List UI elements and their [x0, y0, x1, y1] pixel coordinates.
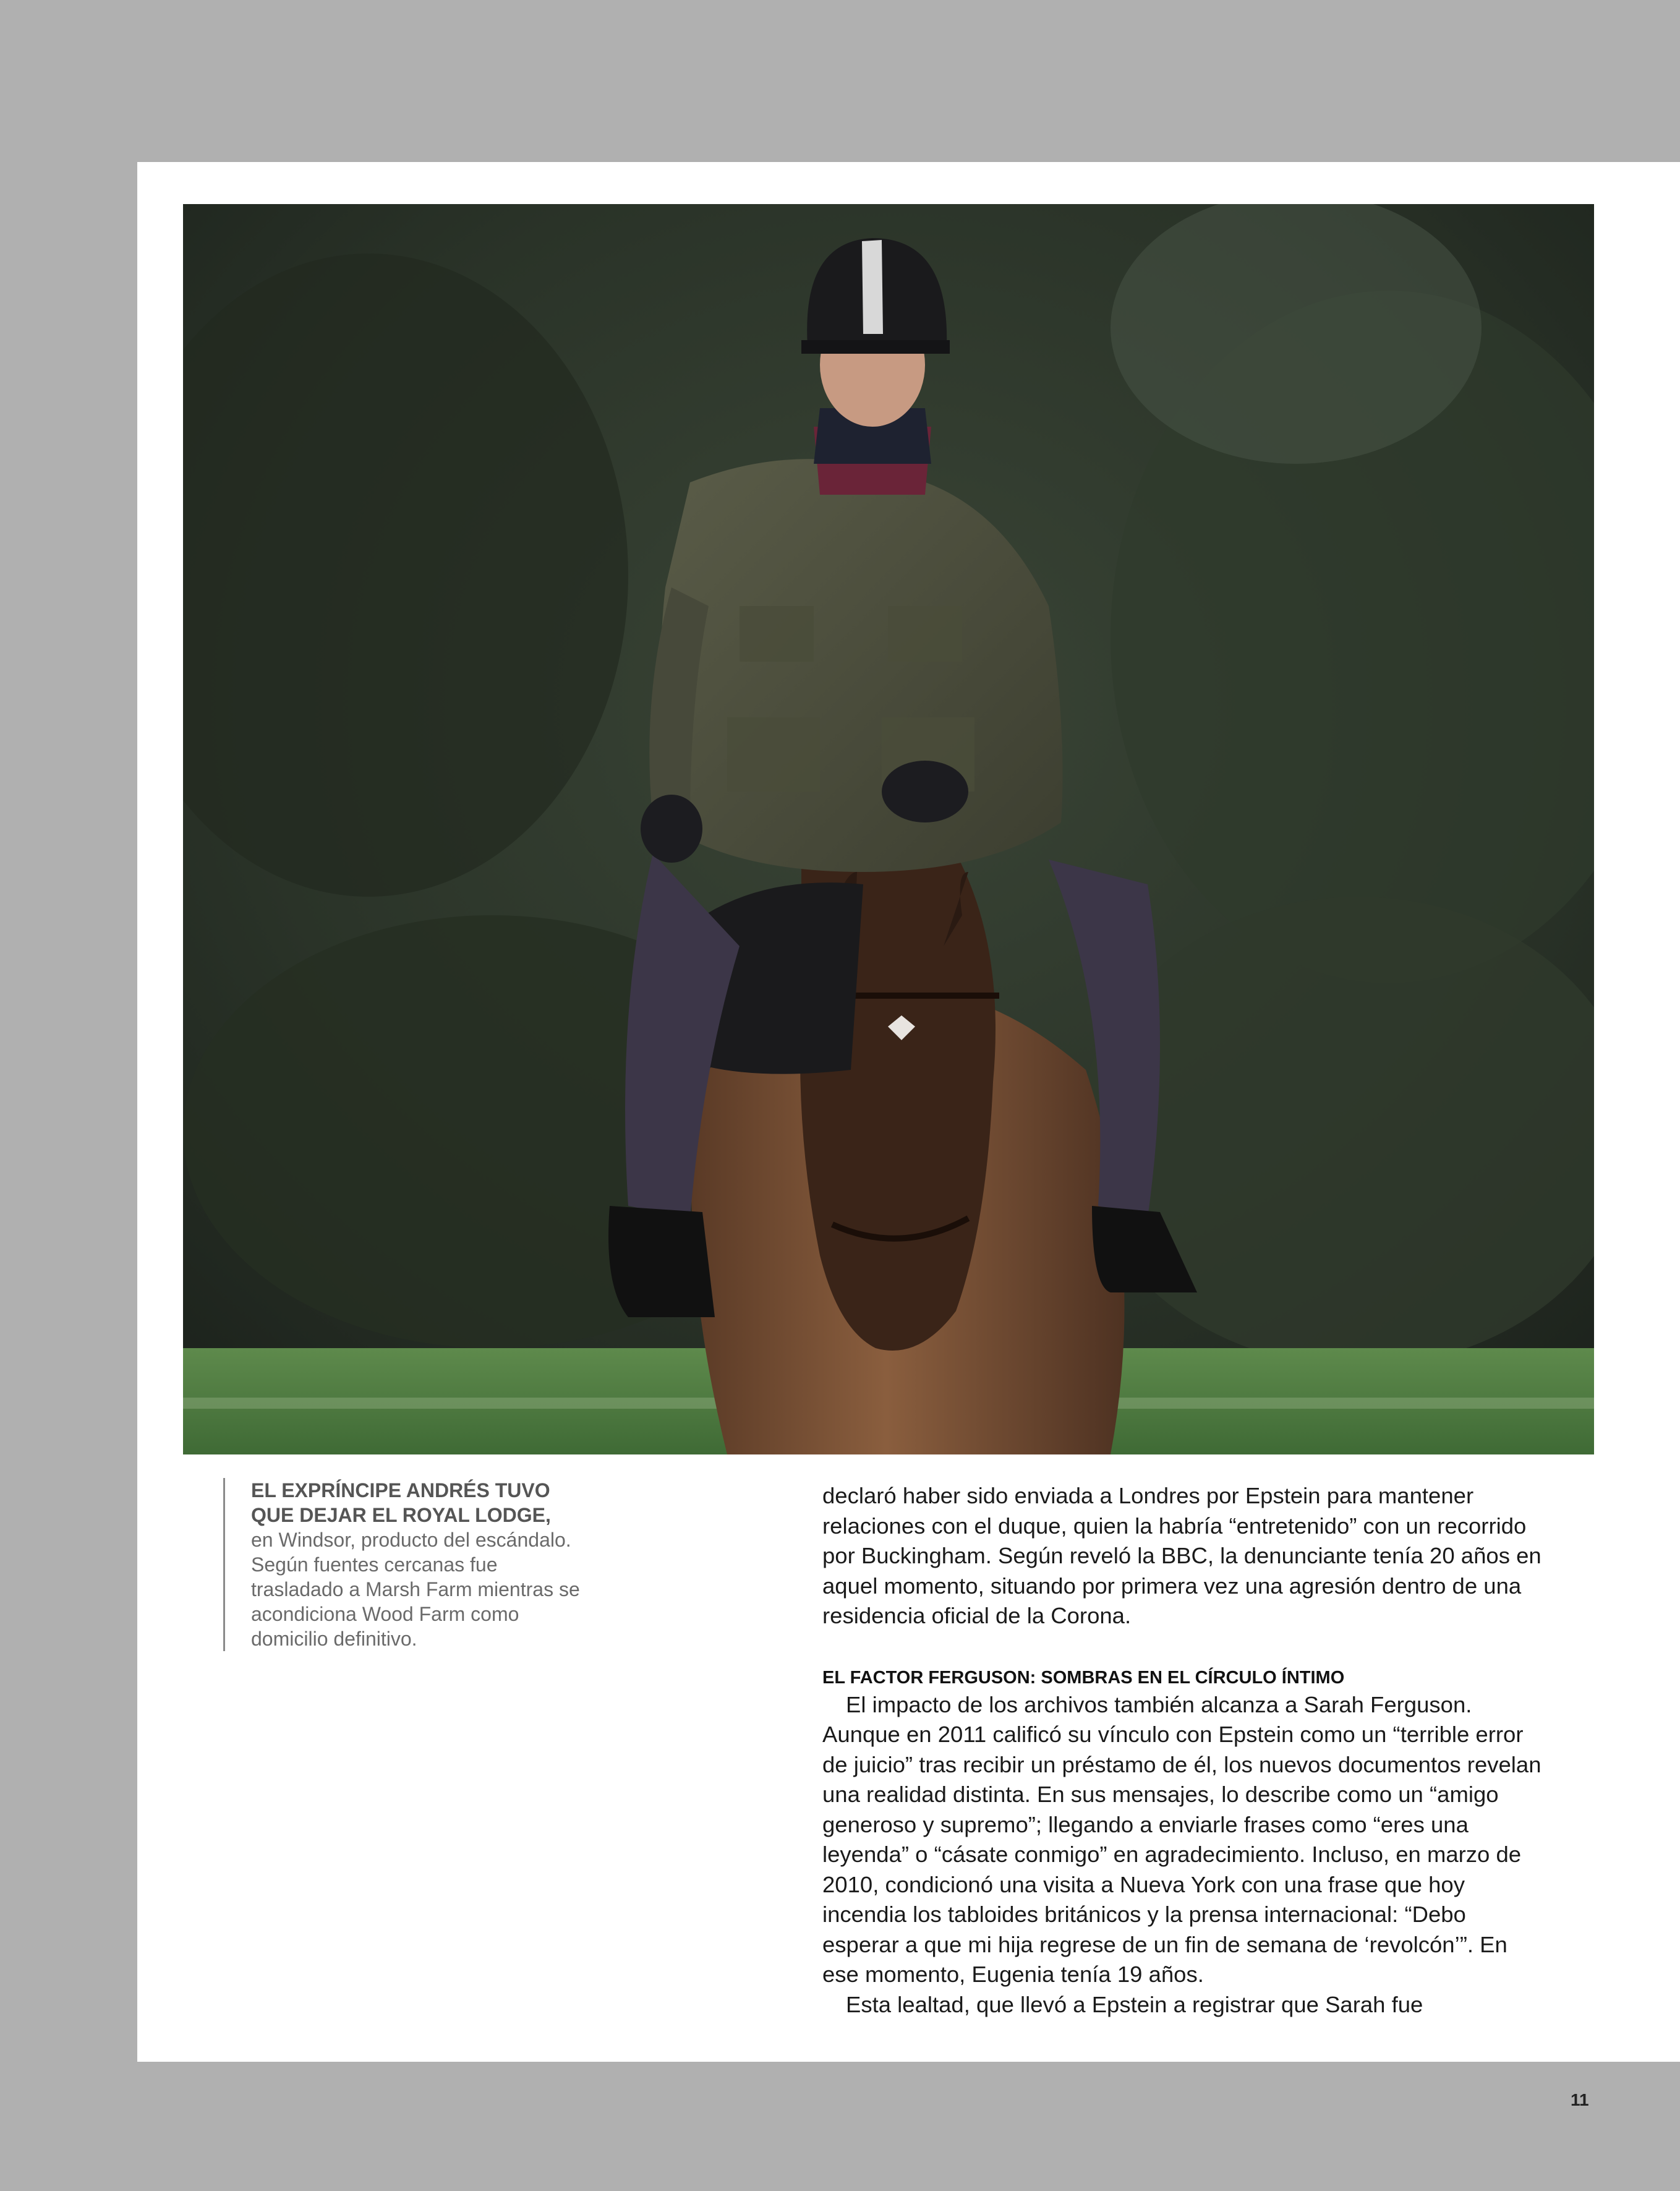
article-paragraph: Esta lealtad, que llevó a Epstein a registrar que Sarah fue — [846, 1991, 1423, 2017]
photo-caption — [223, 1478, 585, 1651]
article-paragraph: declaró haber sido enviada a Londres por Epstein para mantener relaciones con el duque, quien la habría “entretenido” con un recorrido por Buckingham. Según reveló la BBC, la denunciante tenía 20 años en aquel momento, situando por primera vez una agresión dentro de una residencia oficial de la Corona. — [822, 1483, 1541, 1628]
rider-on-horse-photo — [183, 204, 1594, 1454]
page-number: 11 — [1571, 2090, 1589, 2109]
caption-text: en Windsor, producto del escándalo. Según fuentes cercanas fue trasladado a Marsh Farm mientras se acondiciona Wood Farm como domicilio definitivo. — [251, 1529, 580, 1650]
article-body — [822, 1481, 1546, 2020]
section-heading: EL FACTOR FERGUSON: SOMBRAS EN EL CÍRCULO ÍNTIMO — [822, 1667, 1345, 1688]
caption-lead: EL EXPRÍNCIPE ANDRÉS TUVO QUE DEJAR EL ROYAL LODGE, — [251, 1479, 551, 1526]
photo-illustration — [183, 204, 1594, 1454]
article-paragraph: El impacto de los archivos también alcanza a Sarah Ferguson. Aunque en 2011 calificó su vínculo con Epstein como un “terrible error de juicio” tras recibir un préstamo de él, los nuevos documentos revelan una realidad distinta. En sus mensajes, lo describe como un “amigo generoso y supremo”; llegando a enviarle frases como “eres una leyenda” o “cásate conmigo” en agradecimiento. Incluso, en marzo de 2010, condicionó una visita a Nueva York con una frase que hoy incendia los tabloides británicos y la prensa internacional: “Debo esperar a que mi hija regrese de un fin de semana de ‘revolcón’”. En ese momento, Eugenia tenía 19 años. — [822, 1691, 1541, 1987]
